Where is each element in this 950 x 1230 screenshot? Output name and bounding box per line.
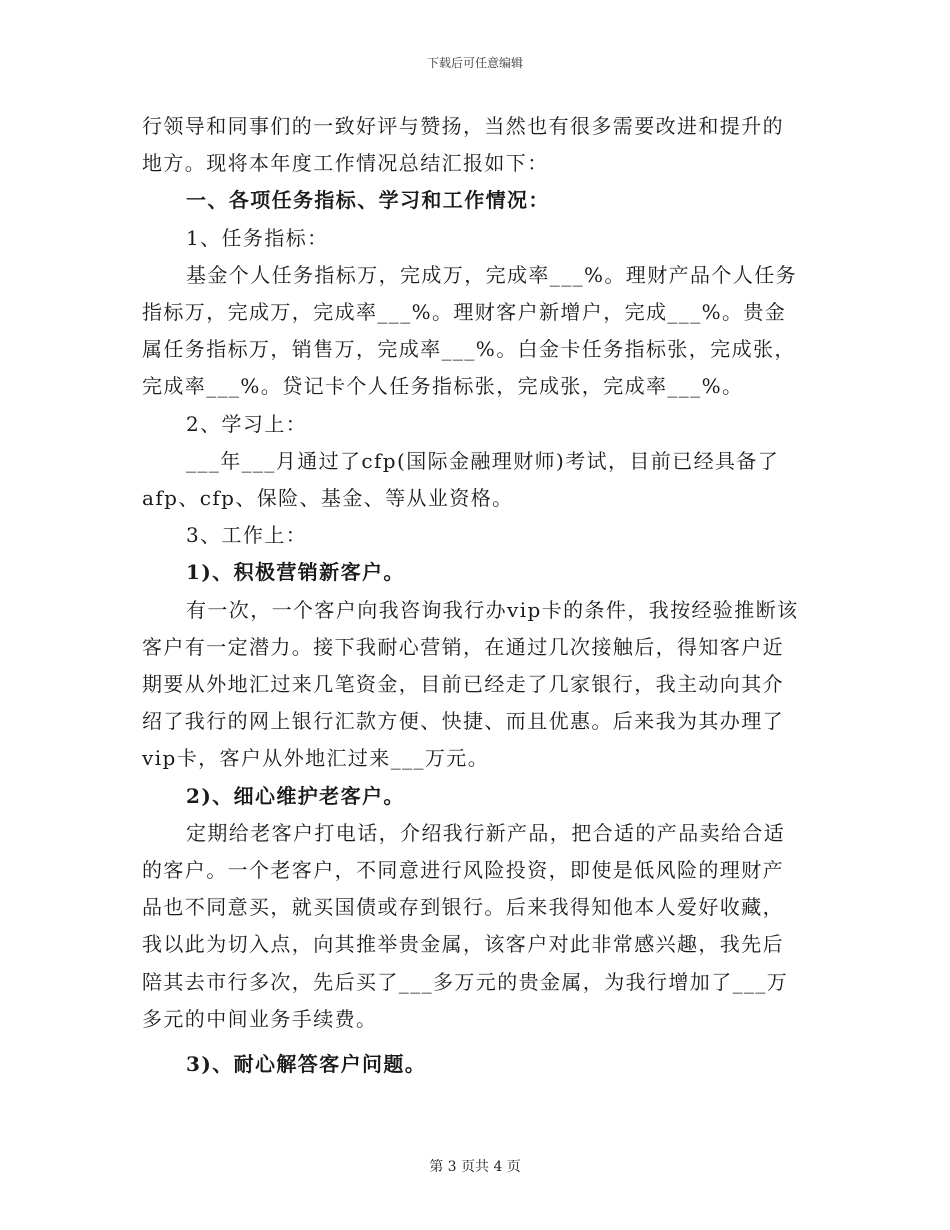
paragraph-study: ___年___月通过了cfp(国际金融理财师)考试，目前已经具备了afp、cfp、保险、基金、等从业资格。 xyxy=(142,448,780,511)
heading-old-customers: 2)、细心维护老客户。 xyxy=(186,783,405,808)
subheading-work: 3、工作上： xyxy=(186,523,308,548)
subheading-study: 2、学习上： xyxy=(186,411,308,436)
paragraph-new-customers: 有一次，一个客户向我咨询我行办vip卡的条件，我按经验推断该客户有一定潜力。接下我耐心营销，在通过几次接触后，得知客户近期要从外地汇过来几笔资金，目前已经走了几家银行，我主动向其介绍了我行的网上银行汇款方便、快捷、而且优惠。后来我为其办理了vip卡，客户从外地汇过来___万元。 xyxy=(142,597,799,771)
page-header: 下载后可任意编辑 xyxy=(426,56,523,70)
heading-section-1: 一、各项任务指标、学习和工作情况： xyxy=(186,188,550,213)
paragraph-old-customers: 定期给老客户打电话，介绍我行新产品，把合适的产品卖给合适的客户。一个老客户，不同意进行风险投资，即使是低风险的理财产品也不同意买，就买国债或存到银行。后来我得知他本人爱好收藏，我以此为切入点，向其推举贵金属，该客户对此非常感兴趣，我先后陪其去市行多次，先后买了___多万元的贵金属，为我行增加了___万多元的中间业务手续费。 xyxy=(142,820,789,1031)
paragraph-intro: 行领导和同事们的一致好评与赞扬，当然也有很多需要改进和提升的地方。现将本年度工作情况总结汇报如下： xyxy=(142,114,784,176)
heading-new-customers: 1)、积极营销新客户。 xyxy=(186,560,405,585)
paragraph-task-indicators: 基金个人任务指标万，完成万，完成率___%。理财产品个人任务指标万，完成万，完成率___%。理财客户新增户，完成___%。贵金属任务指标万，销售万，完成率___%。白金卡任务指标张，完成张，完成率___%。贷记卡个人任务指标张，完成张，完成率___%。 xyxy=(142,262,798,399)
subheading-task-indicators: 1、任务指标： xyxy=(186,225,329,250)
heading-customer-questions: 3)、耐心解答客户问题。 xyxy=(186,1052,427,1077)
page-footer: 第 3 页共 4 页 xyxy=(429,1159,521,1175)
document-body xyxy=(142,108,802,1083)
